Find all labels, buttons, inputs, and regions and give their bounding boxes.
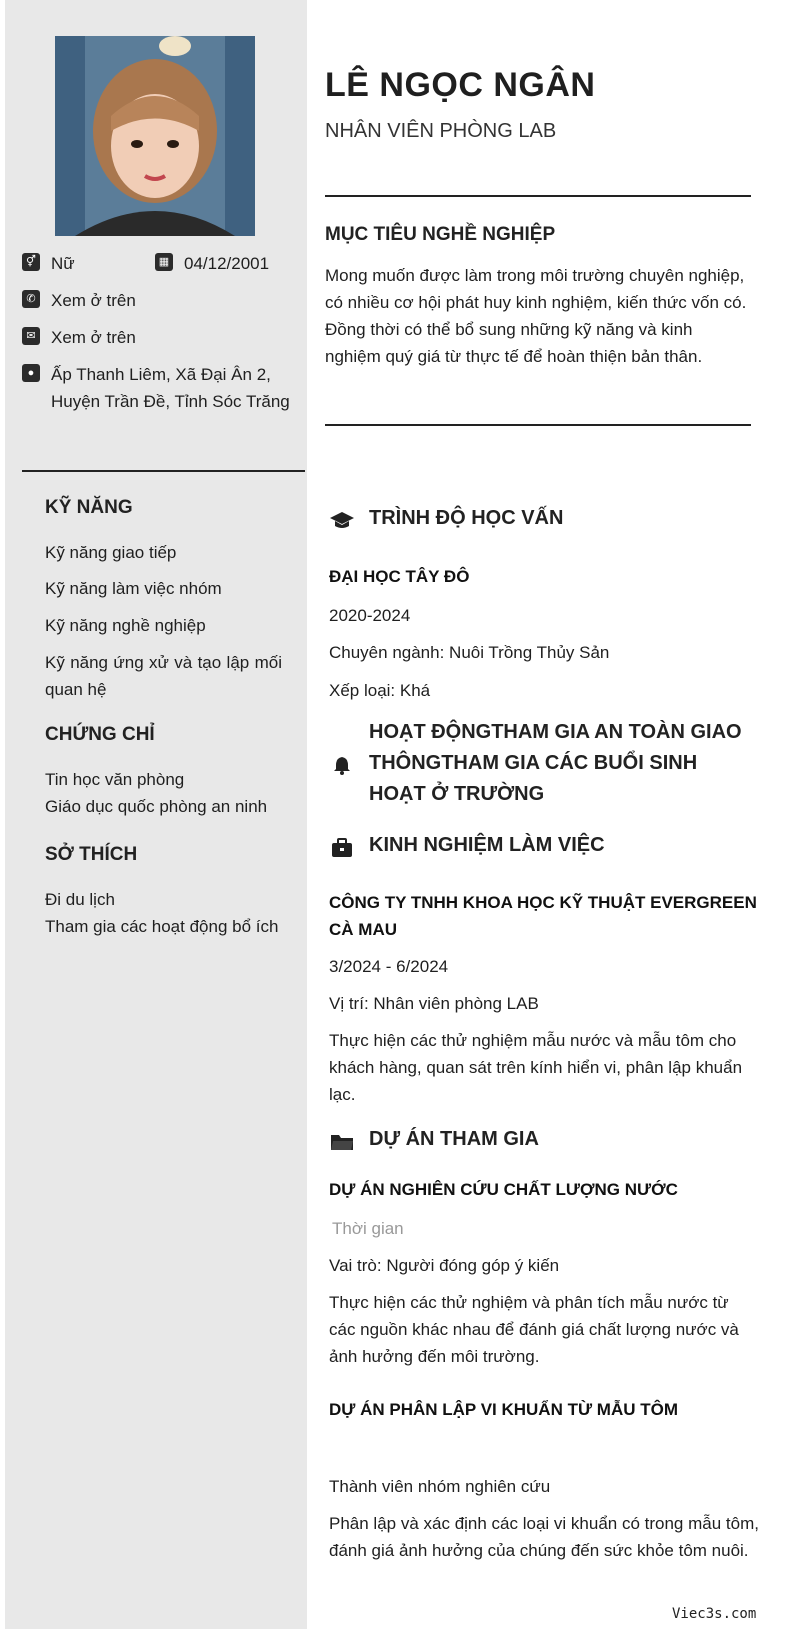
hobby-item: Đi du lịch <box>45 890 115 909</box>
hobby-item: Tham gia các hoạt động bổ ích <box>45 917 279 936</box>
project-role: Vai trò: Người đóng góp ý kiến <box>329 1256 560 1275</box>
dob-value: 04/12/2001 <box>184 254 270 273</box>
sidebar-divider <box>22 470 305 472</box>
experience-period: 3/2024 - 6/2024 <box>329 957 449 976</box>
header-divider <box>325 195 751 197</box>
education-grade: Xếp loại: Khá <box>329 681 431 700</box>
education-heading: TRÌNH ĐỘ HỌC VẤN <box>369 507 564 529</box>
watermark: Viec3s.com <box>672 1606 757 1622</box>
bell-icon <box>329 755 355 775</box>
briefcase-icon <box>329 838 355 858</box>
skill-item: Kỹ năng giao tiếp <box>45 543 177 562</box>
company-name: CÔNG TY TNHH KHOA HỌC KỸ THUẬT EVERGREEN CÀ MAU <box>329 893 757 939</box>
certificate-item: Giáo dục quốc phòng an ninh <box>45 797 268 816</box>
education-period: 2020-2024 <box>329 606 411 625</box>
project-description: Phân lập và xác định các loại vi khuẩn có trong mẫu tôm, đánh giá ảnh hưởng của chúng đến sức khỏe tôm nuôi. <box>329 1514 759 1560</box>
skill-item: Kỹ năng nghề nghiệp <box>45 616 206 635</box>
folder-icon <box>329 1132 355 1152</box>
experience-heading: KINH NGHIỆM LÀM VIỆC <box>369 834 605 856</box>
activities-heading: HOẠT ĐỘNGTHAM GIA AN TOÀN GIAO THÔNGTHAM GIA CÁC BUỔI SINH HOẠT Ở TRƯỜNG <box>369 721 742 805</box>
skill-item: Kỹ năng làm việc nhóm <box>45 579 222 598</box>
objective-divider <box>325 424 751 426</box>
projects-heading: DỰ ÁN THAM GIA <box>369 1128 539 1150</box>
job-title: NHÂN VIÊN PHÒNG LAB <box>325 120 557 142</box>
objective-heading: MỤC TIÊU NGHỀ NGHIỆP <box>325 224 556 245</box>
project-name: DỰ ÁN NGHIÊN CỨU CHẤT LƯỢNG NƯỚC <box>329 1180 678 1199</box>
objective-text: Mong muốn được làm trong môi trường chuyên nghiệp, có nhiều cơ hội phát huy kinh nghiệm, kiến thức vốn có. Đồng thời có thể bổ sung những kỹ năng và kinh nghiệm quý giá từ thực tế để hoàn thiện bản thân. <box>325 266 747 366</box>
email-value: Xem ở trên <box>51 328 136 347</box>
phone-icon: ✆ <box>22 290 40 308</box>
school-name: ĐẠI HỌC TÂY ĐÔ <box>329 567 470 586</box>
candidate-name: LÊ NGỌC NGÂN <box>325 66 596 104</box>
experience-position: Vị trí: Nhân viên phòng LAB <box>329 994 539 1013</box>
project-name: DỰ ÁN PHÂN LẬP VI KHUẨN TỪ MẪU TÔM <box>329 1400 678 1419</box>
project-role: Thành viên nhóm nghiên cứu <box>329 1477 551 1496</box>
certificates-heading: CHỨNG CHỈ <box>45 724 155 745</box>
gender-value: Nữ <box>51 254 75 273</box>
graduation-cap-icon <box>329 510 355 530</box>
skills-heading: KỸ NĂNG <box>45 497 133 518</box>
location-icon: ● <box>22 364 40 382</box>
project-time-placeholder: Thời gian <box>332 1219 404 1238</box>
calendar-icon: ▦ <box>155 253 173 271</box>
experience-description: Thực hiện các thử nghiệm mẫu nước và mẫu tôm cho khách hàng, quan sát trên kính hiển vi, phân lập khuẩn lạc. <box>329 1031 743 1104</box>
gender-icon: ⚥ <box>22 253 40 271</box>
project-description: Thực hiện các thử nghiệm và phân tích mẫu nước từ các nguồn khác nhau để đánh giá chất lượng nước và ảnh hưởng đến môi trường. <box>329 1293 739 1366</box>
certificate-item: Tin học văn phòng <box>45 770 185 789</box>
address-value: Ấp Thanh Liêm, Xã Đại Ân 2, Huyện Trần Đề, Tỉnh Sóc Trăng <box>51 365 290 411</box>
email-icon: ✉ <box>22 327 40 345</box>
hobbies-heading: SỞ THÍCH <box>45 844 138 865</box>
education-major: Chuyên ngành: Nuôi Trồng Thủy Sản <box>329 643 610 662</box>
profile-photo <box>55 36 255 236</box>
skill-item: Kỹ năng ứng xử và tạo lập mối quan hệ <box>45 653 282 699</box>
phone-value: Xem ở trên <box>51 291 136 310</box>
